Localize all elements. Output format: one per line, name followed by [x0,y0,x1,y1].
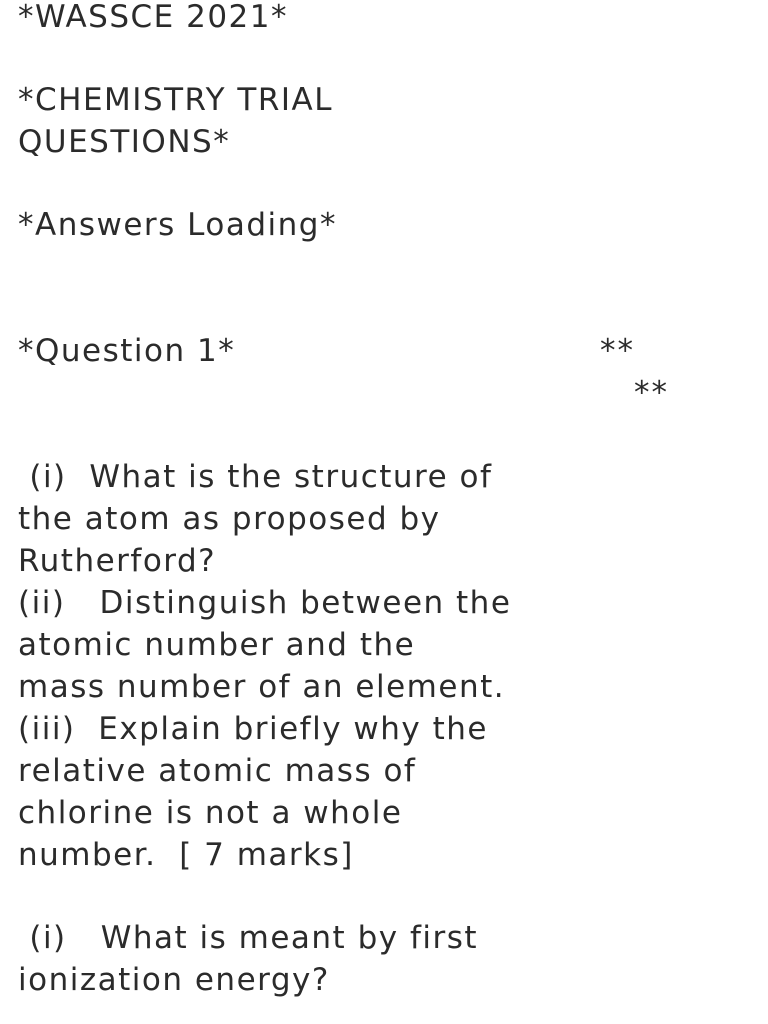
question-line: (ii) Distinguish between the [18,585,512,621]
question-line: mass number of an element. [18,669,506,705]
question-line: (iii) Explain briefly why the [18,711,488,747]
subject-title-line-2: QUESTIONS* [18,124,231,160]
question-line: relative atomic mass of [18,753,417,789]
decorative-stars-1: ** [600,333,635,369]
subject-title-line-1: *CHEMISTRY TRIAL [18,82,333,118]
question-heading: *Question 1* [18,333,236,369]
question-line: number. [ 7 marks] [18,837,354,873]
question-line: chlorine is not a whole [18,795,403,831]
question-line: (i) What is meant by first [18,920,479,956]
question-line: ionization energy? [18,962,330,998]
question-line: atomic number and the [18,627,416,663]
decorative-stars-2: ** [634,375,669,411]
answers-status: *Answers Loading* [18,207,337,243]
question-line: (i) What is the structure of [18,459,493,495]
question-line: Rutherford? [18,543,217,579]
question-line: the atom as proposed by [18,501,441,537]
exam-title: *WASSCE 2021* [18,0,288,35]
